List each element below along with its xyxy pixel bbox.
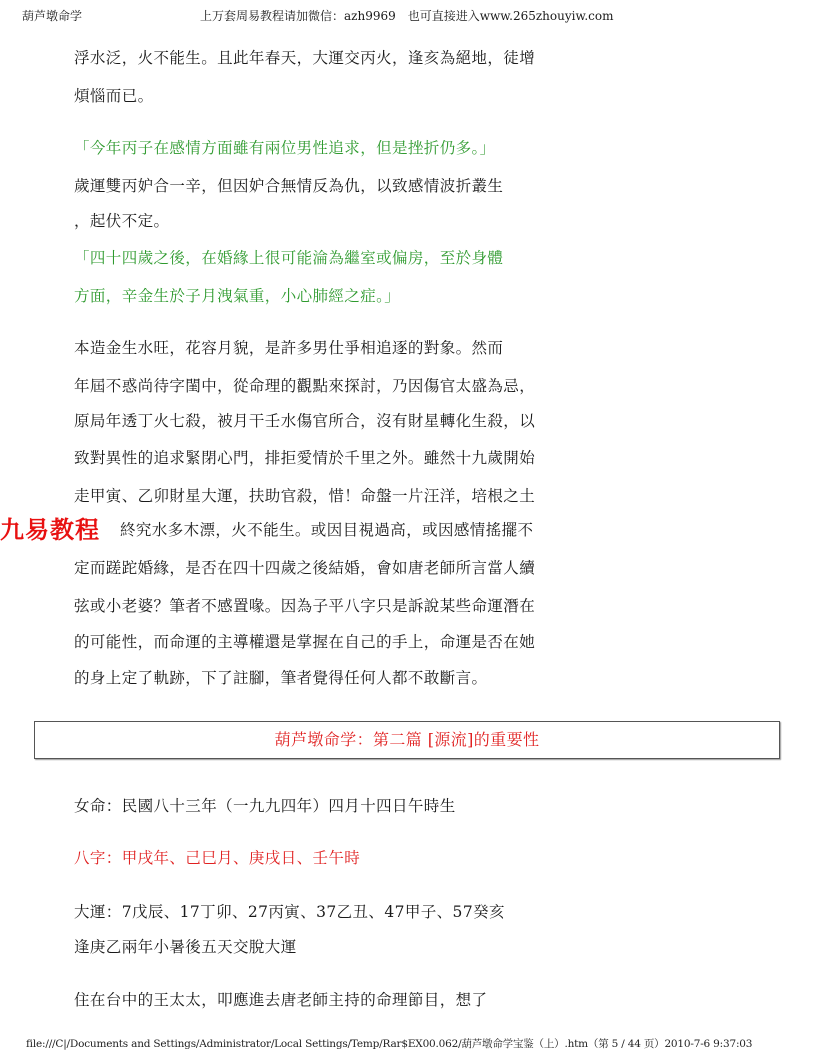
dayun-line: 大運：7戊辰、17丁卯、27丙寅、37乙丑、47甲子、57癸亥 bbox=[74, 903, 505, 921]
paragraph-line: 的身上定了軌跡，下了註腳，筆者覺得任何人都不敢斷言。 bbox=[74, 669, 488, 687]
paragraph-line: 定而蹉跎婚緣，是否在四十四歲之後結婚，會如唐老師所言當人續 bbox=[74, 559, 536, 577]
birth-info: 女命：民國八十三年（一九九四年）四月十四日午時生 bbox=[74, 797, 456, 815]
paragraph-line: 原局年透丁火七殺，被月干壬水傷官所合，沒有財星轉化生殺，以 bbox=[74, 412, 536, 430]
paragraph-line: 致對異性的追求緊閉心門，排拒愛情於千里之外。雖然十九歲開始 bbox=[74, 449, 536, 467]
footer-path: file:///C|/Documents and Settings/Administrator/Local Settings/Temp/Rar$EX00.062/葫芦墩命学宝鉴（上）.htm（第 5 / 44 页）2010-7-6 9:37:03 bbox=[26, 1038, 753, 1050]
paragraph-line: 年屆不惑尚待字閨中，從命理的觀點來探討，乃因傷官太盛為忌， bbox=[74, 377, 536, 395]
paragraph-line: 弦或小老婆？筆者不感置喙。因為子平八字只是訴說某些命運潛在 bbox=[74, 597, 536, 615]
paragraph-line: 終究水多木漂，火不能生。或因目視過高，或因感情搖擺不 bbox=[120, 521, 534, 539]
paragraph-line: 浮水泛，火不能生。且此年春天，大運交丙火，逢亥為絕地，徒增 bbox=[74, 49, 536, 67]
promo-text: 上万套周易教程请加微信：azh9969 也可直接进入www.265zhouyiw.com bbox=[200, 9, 614, 23]
quote-line: 「今年丙子在感情方面雖有兩位男性追求，但是挫折仍多。」 bbox=[74, 139, 496, 157]
watermark-logo: 九易教程 bbox=[0, 516, 100, 544]
paragraph-line: 煩惱而已。 bbox=[74, 87, 154, 105]
quote-line: 「四十四歲之後，在婚緣上很可能淪為繼室或偏房，至於身體 bbox=[74, 249, 504, 267]
paragraph-line: 歲運雙丙妒合一辛，但因妒合無情反為仇，以致感情波折叢生 bbox=[74, 177, 504, 195]
dayun-note: 逢庚乙兩年小暑後五天交脫大運 bbox=[74, 938, 297, 956]
section-title: 葫芦墩命学：第二篇 [源流]的重要性 bbox=[274, 730, 540, 749]
story-line: 住在台中的王太太，叩應進去唐老師主持的命理節目，想了 bbox=[74, 991, 488, 1009]
paragraph-line: 本造金生水旺，花容月貌，是許多男仕爭相追逐的對象。然而 bbox=[74, 339, 504, 357]
site-name: 葫芦墩命学 bbox=[22, 9, 83, 23]
quote-line: 方面，辛金生於子月洩氣重，小心肺經之症。」 bbox=[74, 287, 401, 305]
section-heading-box bbox=[34, 721, 780, 759]
bazi-line: 八字：甲戌年、己巳月、庚戌日、壬午時 bbox=[74, 849, 361, 867]
paragraph-line: ，起伏不定。 bbox=[74, 212, 170, 230]
paragraph-line: 的可能性，而命運的主導權還是掌握在自己的手上，命運是否在她 bbox=[74, 633, 536, 651]
paragraph-line: 走甲寅、乙卯財星大運，扶助官殺，惜！命盤一片汪洋，培根之土 bbox=[74, 487, 536, 505]
